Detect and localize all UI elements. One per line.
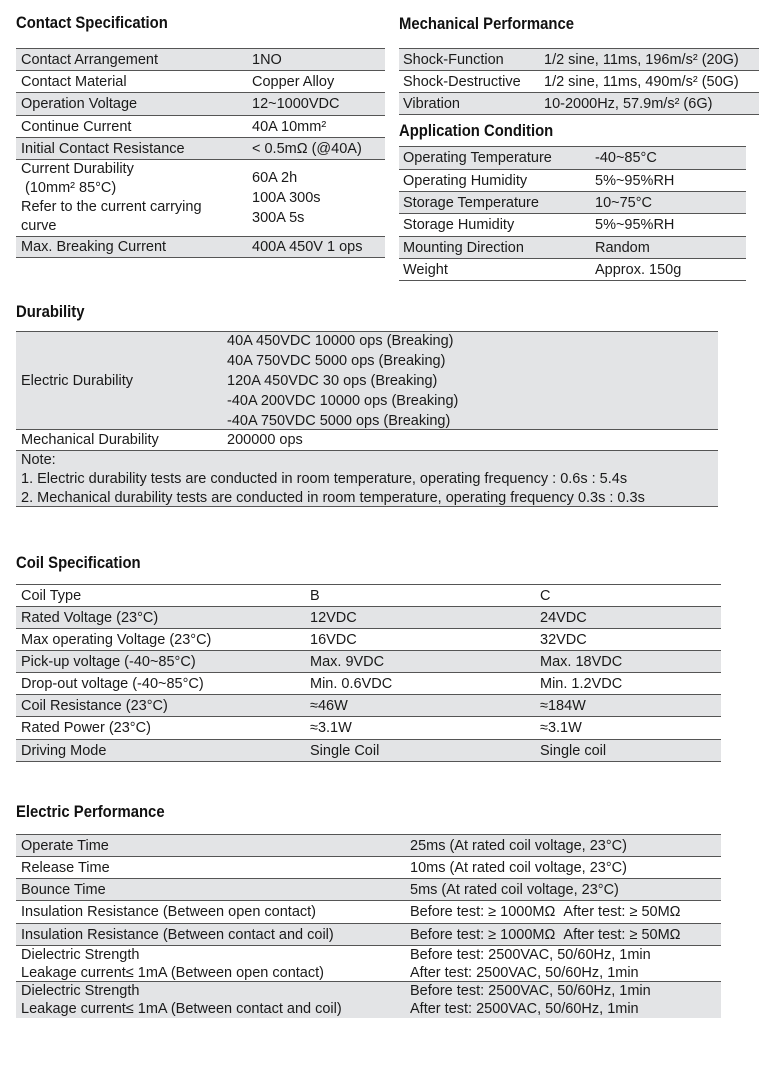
coil-c-value: Max. 18VDC (540, 653, 623, 670)
contact-spec-title: Contact Specification (16, 14, 168, 32)
row-label: Mounting Direction (403, 239, 524, 256)
row-label: Operating Humidity (403, 172, 528, 189)
table-row (399, 192, 746, 214)
row-label: Shock-Destructive (403, 73, 521, 90)
row-label: Release Time (21, 859, 110, 876)
row-value: 40A 450VDC 10000 ops (Breaking) 40A 750VDC 5000 ops (Breaking) 120A 450VDC 30 ops (Breaking) -40A 200VDC 10000 ops (Breaking) -40A 750VDC 5000 ops (Breaking) (227, 332, 459, 429)
table-row (16, 717, 721, 740)
row-value: 40A 10mm² (252, 118, 327, 135)
row-label: Weight (403, 261, 448, 278)
row-value: Random (595, 239, 650, 256)
row-label: Contact Arrangement (21, 51, 159, 68)
row-value: Before test: 2500VAC, 50/60Hz, 1min After test: 2500VAC, 50/60Hz, 1min (410, 983, 651, 1017)
row-label: Shock-Function (403, 51, 504, 68)
table-row (16, 946, 721, 982)
table-row (16, 924, 721, 946)
row-value: 10-2000Hz, 57.9m/s² (6G) (544, 95, 713, 112)
mechanical-title: Mechanical Performance (399, 15, 574, 33)
row-value: Before test: ≥ 1000MΩ After test: ≥ 50MΩ (410, 904, 681, 920)
table-row (16, 585, 721, 607)
table-row (16, 651, 721, 673)
row-label: Storage Humidity (403, 217, 515, 233)
row-label: Dielectric Strength Leakage current≤ 1mA (Between contact and coil) (21, 983, 342, 1017)
row-label: Driving Mode (21, 742, 107, 759)
row-label: Vibration (403, 95, 460, 112)
coil-c-value: Single coil (540, 742, 607, 759)
row-label: Contact Material (21, 73, 127, 90)
row-label: Max. Breaking Current (21, 239, 167, 255)
row-label: Insulation Resistance (Between contact and coil) (21, 926, 334, 943)
table-row (16, 740, 721, 762)
row-value: 10~75°C (595, 194, 652, 211)
application-table (399, 146, 746, 281)
row-label: Rated Voltage (23°C) (21, 609, 159, 626)
table-row (16, 879, 721, 901)
contact-spec-table (16, 48, 385, 258)
row-label: Dielectric Strength Leakage current≤ 1mA (Between open contact) (21, 946, 324, 981)
row-value: 5%~95%RH (595, 172, 675, 189)
table-row (16, 629, 721, 651)
table-row (16, 138, 385, 160)
table-row (16, 835, 721, 857)
row-label: Continue Current (21, 118, 132, 135)
coil-c-value: 24VDC (540, 609, 587, 626)
table-row (399, 237, 746, 259)
coil-b-value: 12VDC (310, 609, 357, 626)
note-block (16, 450, 718, 507)
row-value: 1/2 sine, 11ms, 490m/s² (50G) (544, 73, 739, 90)
row-label: Rated Power (23°C) (21, 720, 151, 736)
row-value: 1/2 sine, 11ms, 196m/s² (20G) (544, 51, 739, 68)
coil-b-value: ≈3.1W (310, 720, 352, 736)
coil-b-value: Max. 9VDC (310, 653, 385, 670)
coil-c-value: ≈184W (540, 697, 586, 714)
row-value: 5%~95%RH (595, 217, 675, 233)
row-label: Coil Type (21, 587, 82, 604)
coil-table (16, 584, 721, 762)
row-label: Insulation Resistance (Between open contact) (21, 904, 317, 920)
coil-c-value: C (540, 587, 551, 604)
table-row (16, 93, 385, 116)
row-label: Current Durability (10mm² 85°C) Refer to the current carrying curve (21, 161, 202, 234)
table-row (16, 332, 718, 430)
coil-c-value: ≈3.1W (540, 720, 582, 736)
table-row (399, 93, 759, 115)
row-value: -40~85°C (595, 150, 657, 166)
table-row (399, 71, 759, 93)
row-label: Operating Temperature (403, 150, 552, 166)
row-value: Approx. 150g (595, 261, 682, 278)
coil-b-value: B (310, 587, 320, 604)
row-value: 5ms (At rated coil voltage, 23°C) (410, 881, 619, 898)
table-row (16, 857, 721, 879)
table-row (16, 607, 721, 629)
row-label: Coil Resistance (23°C) (21, 697, 168, 714)
row-value: Copper Alloy (252, 73, 335, 90)
table-row (399, 214, 746, 237)
row-value: 60A 2h 100A 300s 300A 5s (252, 170, 321, 226)
row-value: < 0.5mΩ (@40A) (252, 140, 362, 157)
row-label: Drop-out voltage (-40~85°C) (21, 675, 204, 692)
coil-c-value: 32VDC (540, 631, 587, 648)
application-title: Application Condition (399, 122, 554, 140)
coil-b-value: 16VDC (310, 631, 357, 648)
row-label: Storage Temperature (403, 194, 539, 211)
row-value: 10ms (At rated coil voltage, 23°C) (410, 859, 627, 876)
table-row (16, 695, 721, 717)
table-row (16, 673, 721, 695)
coil-b-value: Single Coil (310, 742, 380, 759)
table-row (16, 901, 721, 924)
durability-title: Durability (16, 303, 85, 321)
mechanical-table (399, 48, 759, 115)
row-value: 200000 ops (227, 432, 303, 448)
coil-b-value: Min. 0.6VDC (310, 675, 393, 692)
row-label: Electric Durability (21, 372, 133, 389)
row-label: Operate Time (21, 837, 109, 854)
row-value: 400A 450V 1 ops (252, 239, 363, 255)
note-content: Note: 1. Electric durability tests are conducted in room temperature, operating frequency : 0.6s : 5.4s 2. Mechanical durability tests are conducted in room temperature, operating frequency 0.3s : 0.3s (21, 452, 645, 506)
coil-c-value: Min. 1.2VDC (540, 675, 623, 692)
row-value: 12~1000VDC (252, 96, 340, 112)
row-value: Before test: 2500VAC, 50/60Hz, 1min After test: 2500VAC, 50/60Hz, 1min (410, 946, 651, 981)
row-label: Operation Voltage (21, 96, 138, 112)
row-label: Initial Contact Resistance (21, 140, 185, 157)
table-row (399, 259, 746, 281)
row-label: Bounce Time (21, 881, 106, 898)
row-value: Before test: ≥ 1000MΩ After test: ≥ 50MΩ (410, 926, 681, 943)
row-value: 1NO (252, 51, 282, 68)
row-value: 25ms (At rated coil voltage, 23°C) (410, 837, 627, 854)
coil-title: Coil Specification (16, 554, 141, 572)
table-row (399, 147, 746, 170)
table-row (16, 49, 385, 71)
coil-b-value: ≈46W (310, 697, 348, 714)
table-row (16, 160, 385, 237)
durability-table (16, 331, 718, 507)
electric-table (16, 834, 721, 1018)
table-row (16, 430, 718, 450)
table-row (16, 116, 385, 138)
table-row (16, 237, 385, 258)
row-label: Max operating Voltage (23°C) (21, 631, 212, 648)
table-row (399, 49, 759, 71)
row-label: Mechanical Durability (21, 432, 159, 448)
electric-title: Electric Performance (16, 803, 165, 821)
table-row (399, 170, 746, 192)
table-row (16, 71, 385, 93)
table-row (16, 982, 721, 1018)
row-label: Pick-up voltage (-40~85°C) (21, 653, 196, 670)
